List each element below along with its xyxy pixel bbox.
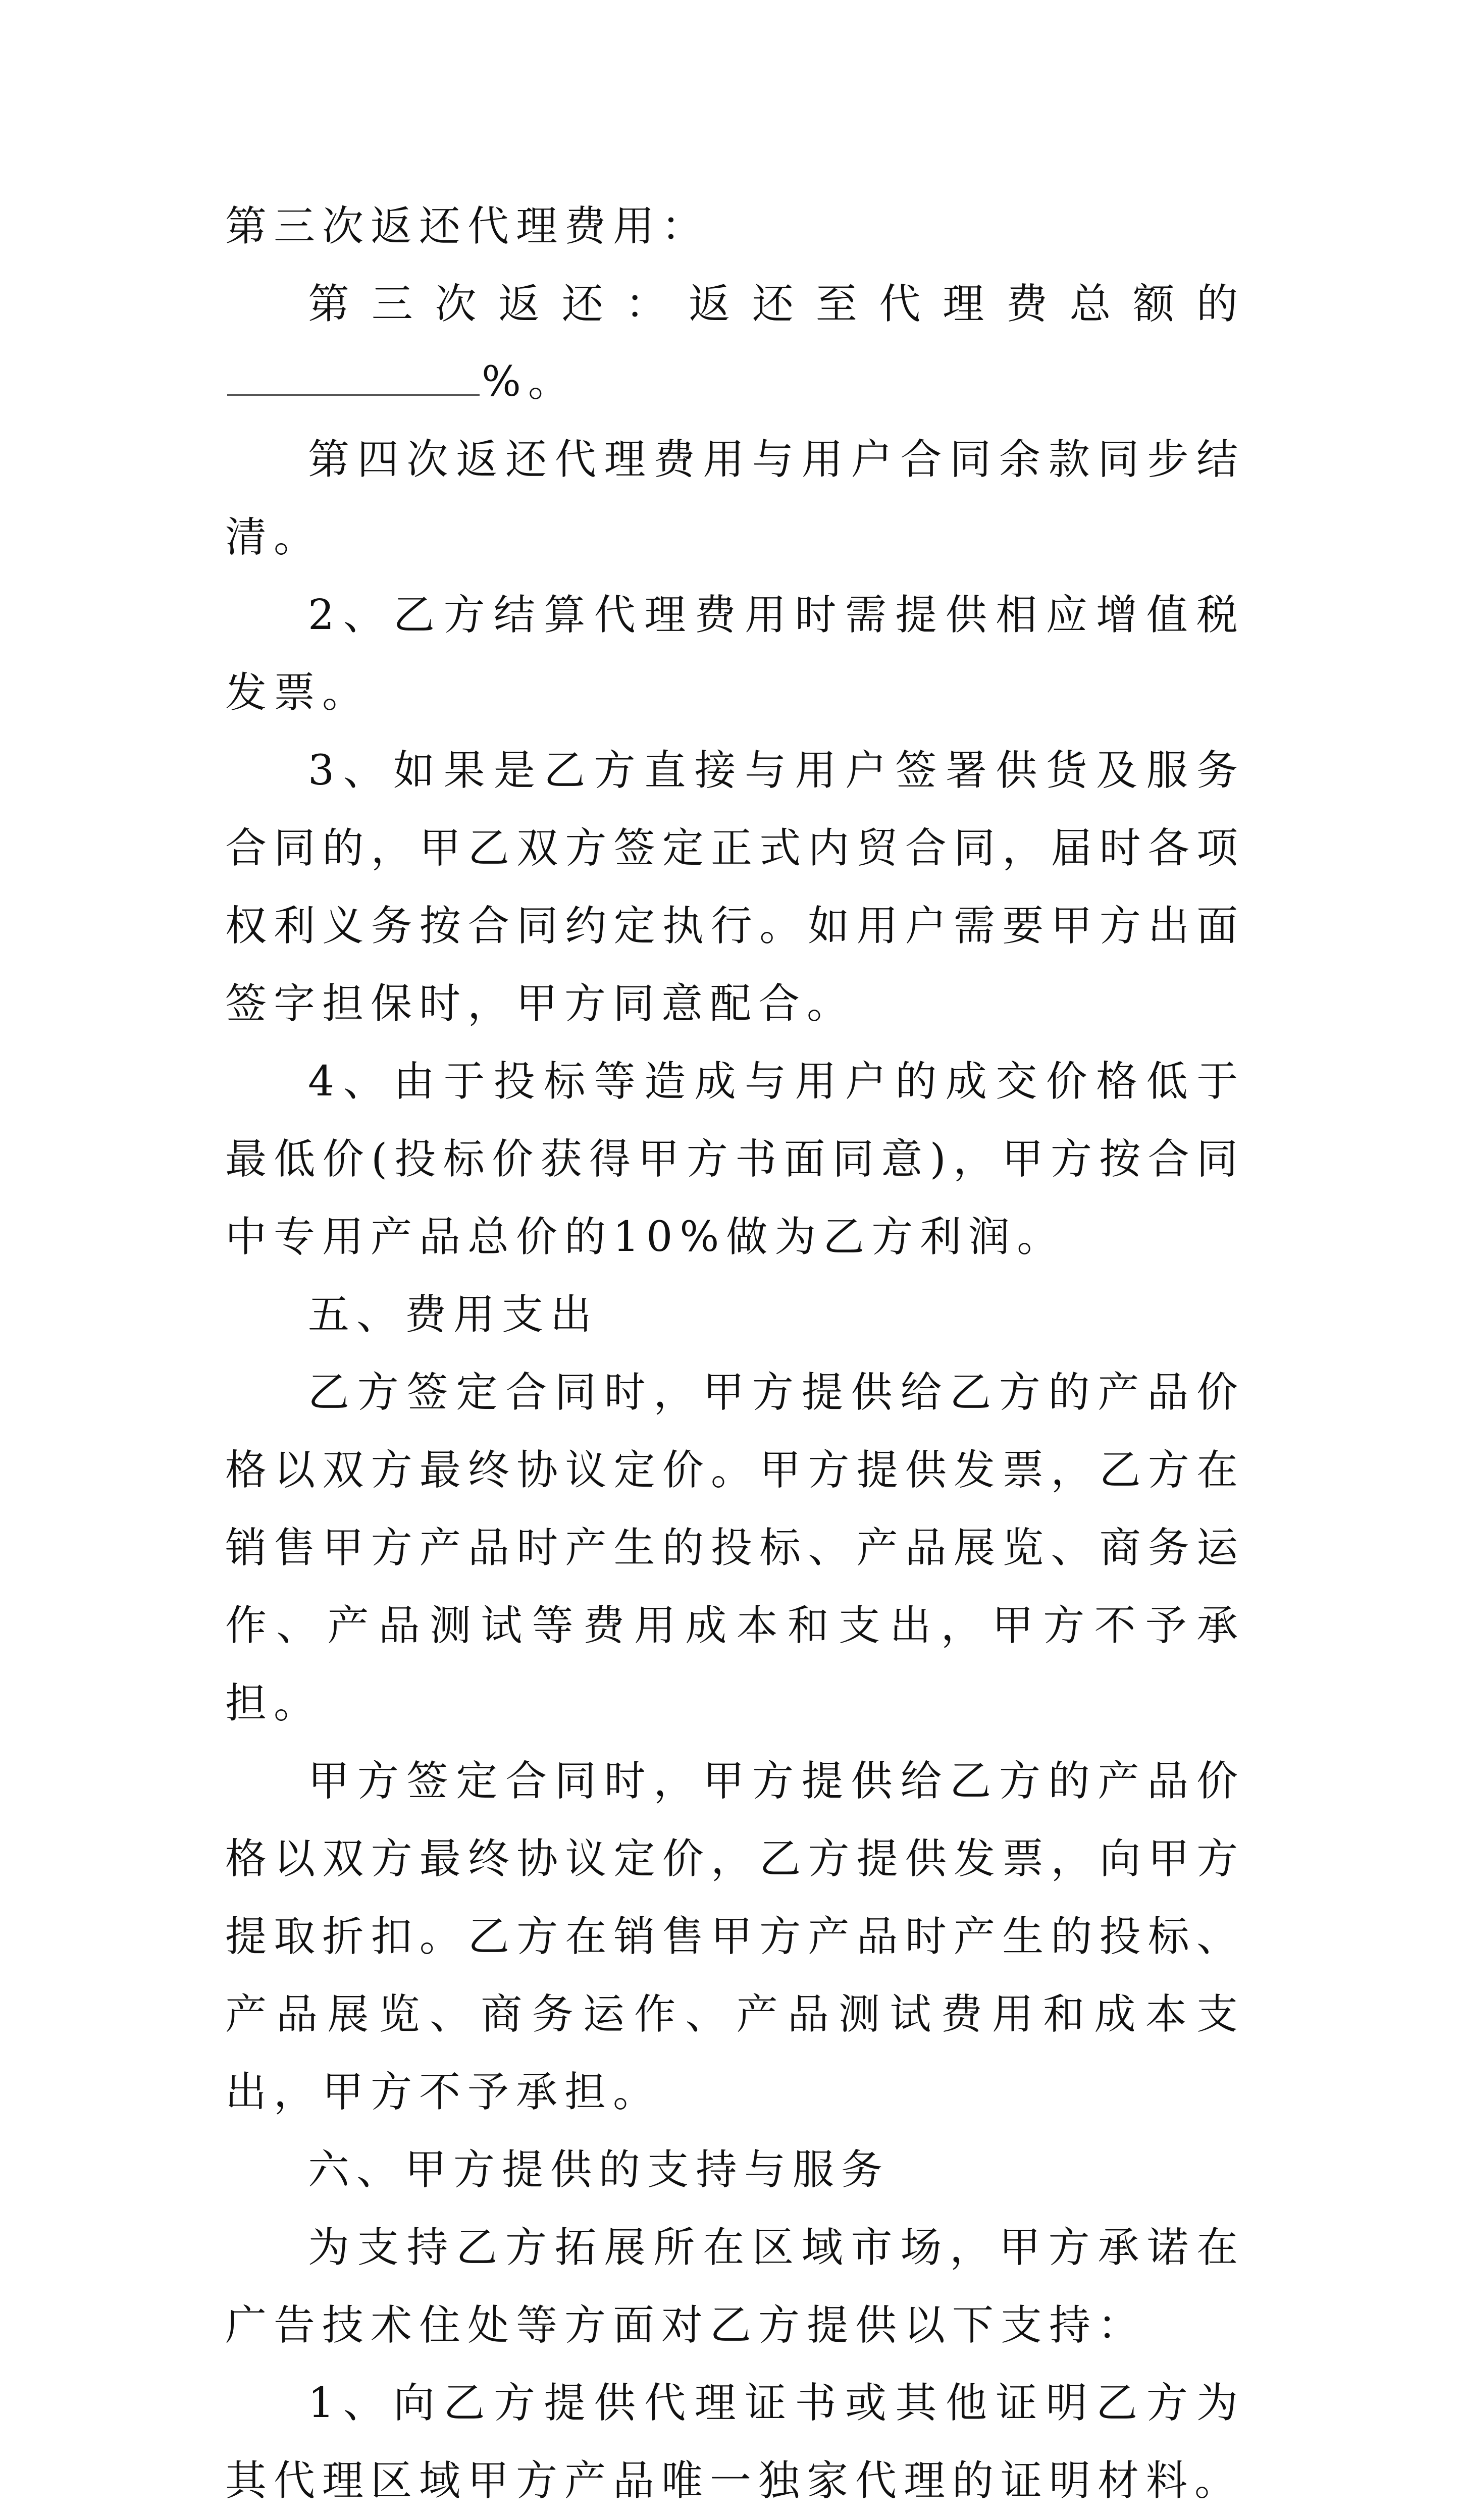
paragraph-clause-2: 2、乙方结算代理费用时需提供相应增值税发票。 xyxy=(225,591,1245,717)
paragraph-support-intro: 为支持乙方拓展所在区域市场，甲方承诺在广告技术住处等方面对乙方提供以下支持： xyxy=(225,2224,1245,2349)
paragraph-support-item-1: 1、向乙方提供代理证书或其他证明乙方为其代理区域甲方产品唯一独家代理的证明材料。 xyxy=(225,2379,1245,2505)
document-body xyxy=(225,188,1245,2520)
paragraph-third-refund-percent xyxy=(225,266,1245,421)
third-refund-prefix: 第三次返还：返还至代理费总额的 xyxy=(308,280,1245,328)
paragraph-clause-3: 3、如果是乙方直接与用户签署供货及服务合同的，甲乙双方签定正式内贸合同，届时各项权利义务按合同约定执行。如用户需要甲方出面签字担保时，甲方同意配合。 xyxy=(225,747,1245,1028)
section-heading-support: 六、甲方提供的支持与服务 xyxy=(308,2146,890,2194)
third-refund-suffix: %。 xyxy=(482,358,577,406)
paragraph-expenses-party-b: 乙方签定合同时，甲方提供给乙方的产品价格以双方最终协议定价。甲方提供发票，乙方在销售甲方产品时产生的投标、产品展览、商务运作、产品测试等费用成本和支出，甲方不予承担。 xyxy=(225,1369,1245,1727)
paragraph-clause-4: 4、由于投标等造成与用户的成交价格低于最低价(投标价获得甲方书面同意)，甲方按合同中专用产品总价的10%做为乙方利润。 xyxy=(225,1058,1245,1261)
section-heading-expenses: 五、费用支出 xyxy=(308,1291,599,1339)
paragraph-third-refund-heading: 第三次返还代理费用： xyxy=(225,202,710,250)
paragraph-fourth-refund: 第四次返还代理费用与用户合同余款同步结清。 xyxy=(225,436,1245,561)
paragraph-expenses-party-a: 甲方签定合同时，甲方提供给乙方的产品价格以双方最终协议定价，乙方提供发票，向甲方提取折扣。乙方在销售甲方产品时产生的投标、产品展览、商务运作、产品测试费用和成本支出，甲方不予承担。 xyxy=(225,1757,1245,2116)
percent-blank-line xyxy=(227,359,480,396)
